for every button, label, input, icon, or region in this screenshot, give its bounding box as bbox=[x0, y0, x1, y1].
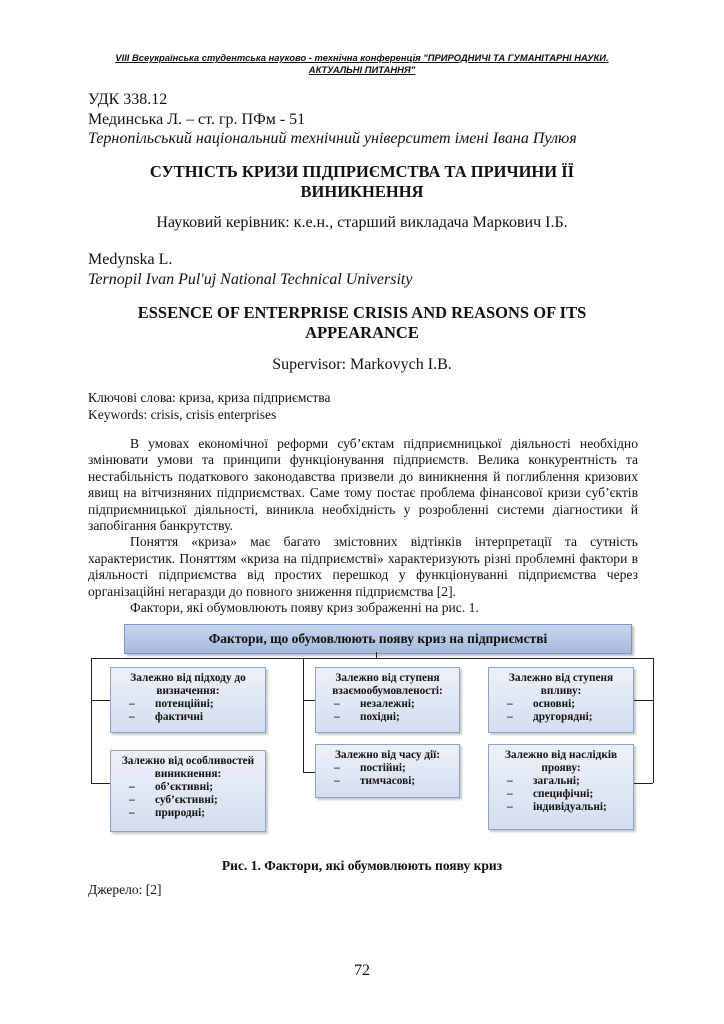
factor-box-approach bbox=[110, 667, 266, 733]
affiliation-ua: Тернопільський національний технічний університет імені Івана Пулюя bbox=[88, 130, 577, 147]
factor-item: – потенційні; bbox=[117, 698, 259, 711]
factor-item: – суб’єктивні; bbox=[117, 794, 259, 807]
affiliation-en: Ternopil Ivan Pul'uj National Technical University bbox=[88, 271, 413, 288]
factor-box-title: Залежно від ступеня взаємообумовленості: bbox=[332, 672, 443, 697]
factor-item: – другорядні; bbox=[495, 711, 627, 724]
supervisor-en: Supervisor: Markovych I.B. bbox=[272, 356, 452, 373]
factor-item: – специфічні; bbox=[495, 788, 627, 801]
figure-caption: Рис. 1. Фактори, які обумовлюють появу криз bbox=[221, 858, 503, 873]
connector-line bbox=[91, 658, 653, 659]
factor-box-title: Залежно від наслідків прояву: bbox=[504, 749, 618, 774]
title-ua bbox=[90, 162, 634, 202]
title-ua-line1: СУТНІСТЬ КРИЗИ ПІДПРИЄМСТВА ТА ПРИЧИНИ ЇЇ bbox=[149, 162, 575, 181]
connector-line bbox=[634, 700, 653, 701]
keywords-ua: Ключові слова: криза, криза підприємства bbox=[88, 390, 331, 405]
connector-line bbox=[303, 772, 315, 773]
figure-source: Джерело: [2] bbox=[88, 882, 162, 897]
factor-item: – тимчасові; bbox=[322, 775, 453, 788]
supervisor-ua: Науковий керівник: к.е.н., старший викладача Маркович І.Б. bbox=[156, 214, 568, 231]
diagram-title: Фактори, що обумовлюють появу криз на підприємстві bbox=[124, 624, 632, 654]
factor-box-title: Залежно від підходу до визначення: bbox=[130, 672, 246, 697]
connector-line bbox=[303, 658, 304, 773]
connector-line bbox=[91, 658, 92, 783]
paragraph-2: Поняття «криза» має багато змістовних відтінків інтерпретації та сутність характеристик. Поняттям «криза на підприємстві» характеризують різні проблемні фактори в діяльності підприємства від простих перешкод у функціонуванні підприємства через організаційні негаразди до повного зниження підприємства [2]. bbox=[88, 534, 638, 599]
factor-box-origin bbox=[110, 750, 266, 832]
factor-item: – постійні; bbox=[322, 762, 453, 775]
conference-header bbox=[60, 52, 664, 76]
factor-box-interdependence bbox=[315, 667, 460, 733]
factor-item: – основні; bbox=[495, 698, 627, 711]
page-number: 72 bbox=[354, 962, 370, 979]
connector-line bbox=[653, 658, 654, 783]
author-ua: Мединська Л. – ст. гр. ПФм - 51 bbox=[88, 111, 306, 128]
udc-code: УДК 338.12 bbox=[88, 91, 168, 108]
factor-box-title: Залежно від часу дії: bbox=[334, 749, 441, 761]
paragraph-3: Фактори, які обумовлюють появу криз зображенні на рис. 1. bbox=[130, 600, 479, 616]
conference-header-line1: VIII Всеукраїнська студентська науково - технічна конференція "ПРИРОДНИЧІ ТА ГУМАНІТАРНІ НАУКИ. bbox=[115, 52, 609, 63]
factor-box-duration bbox=[315, 744, 460, 798]
factor-item: – незалежні; bbox=[322, 698, 453, 711]
factor-box-title: Залежно від ступеня впливу: bbox=[508, 672, 614, 697]
factor-item: – загальні; bbox=[495, 775, 627, 788]
factor-box-title: Залежно від особливостей виникнення: bbox=[121, 755, 255, 780]
factor-item: – природні; bbox=[117, 807, 259, 820]
connector-line bbox=[303, 700, 315, 701]
factor-item: – індивідуальні; bbox=[495, 801, 627, 814]
connector-line bbox=[91, 700, 110, 701]
factor-box-consequences bbox=[488, 744, 634, 830]
keywords-en: Keywords: crisis, crisis enterprises bbox=[88, 407, 277, 422]
title-ua-line2: ВИНИКНЕННЯ bbox=[300, 182, 424, 201]
title-en bbox=[90, 303, 634, 343]
connector-line bbox=[634, 783, 653, 784]
title-en-line1: ESSENCE OF ENTERPRISE CRISIS AND REASONS OF ITS bbox=[137, 303, 587, 322]
factor-item: – похідні; bbox=[322, 711, 453, 724]
title-en-line2: APPEARANCE bbox=[305, 323, 419, 342]
connector-line bbox=[91, 783, 110, 784]
factor-box-impact bbox=[488, 667, 634, 733]
conference-header-line2: АКТУАЛЬНІ ПИТАННЯ" bbox=[308, 64, 416, 75]
body-text bbox=[88, 436, 638, 616]
factor-item: – фактичні bbox=[117, 711, 259, 724]
factor-item: – об’єктивні; bbox=[117, 781, 259, 794]
author-en: Medynska L. bbox=[88, 251, 173, 268]
paragraph-1: В умовах економічної реформи суб’єктам підприємницької діяльності необхідно змінювати умови та принципи функціонування підприємств. Велика конкурентність та нестабільність податкового законодавства призвели до виникнення й поглиблення кризових явищ на вітчизняних підприємствах. Саме тому постає проблема фінансової кризи суб’єктів підприємницької діяльності, виникла необхідність у розробленні системи діагностики й запобігання банкрутству. bbox=[88, 436, 638, 534]
